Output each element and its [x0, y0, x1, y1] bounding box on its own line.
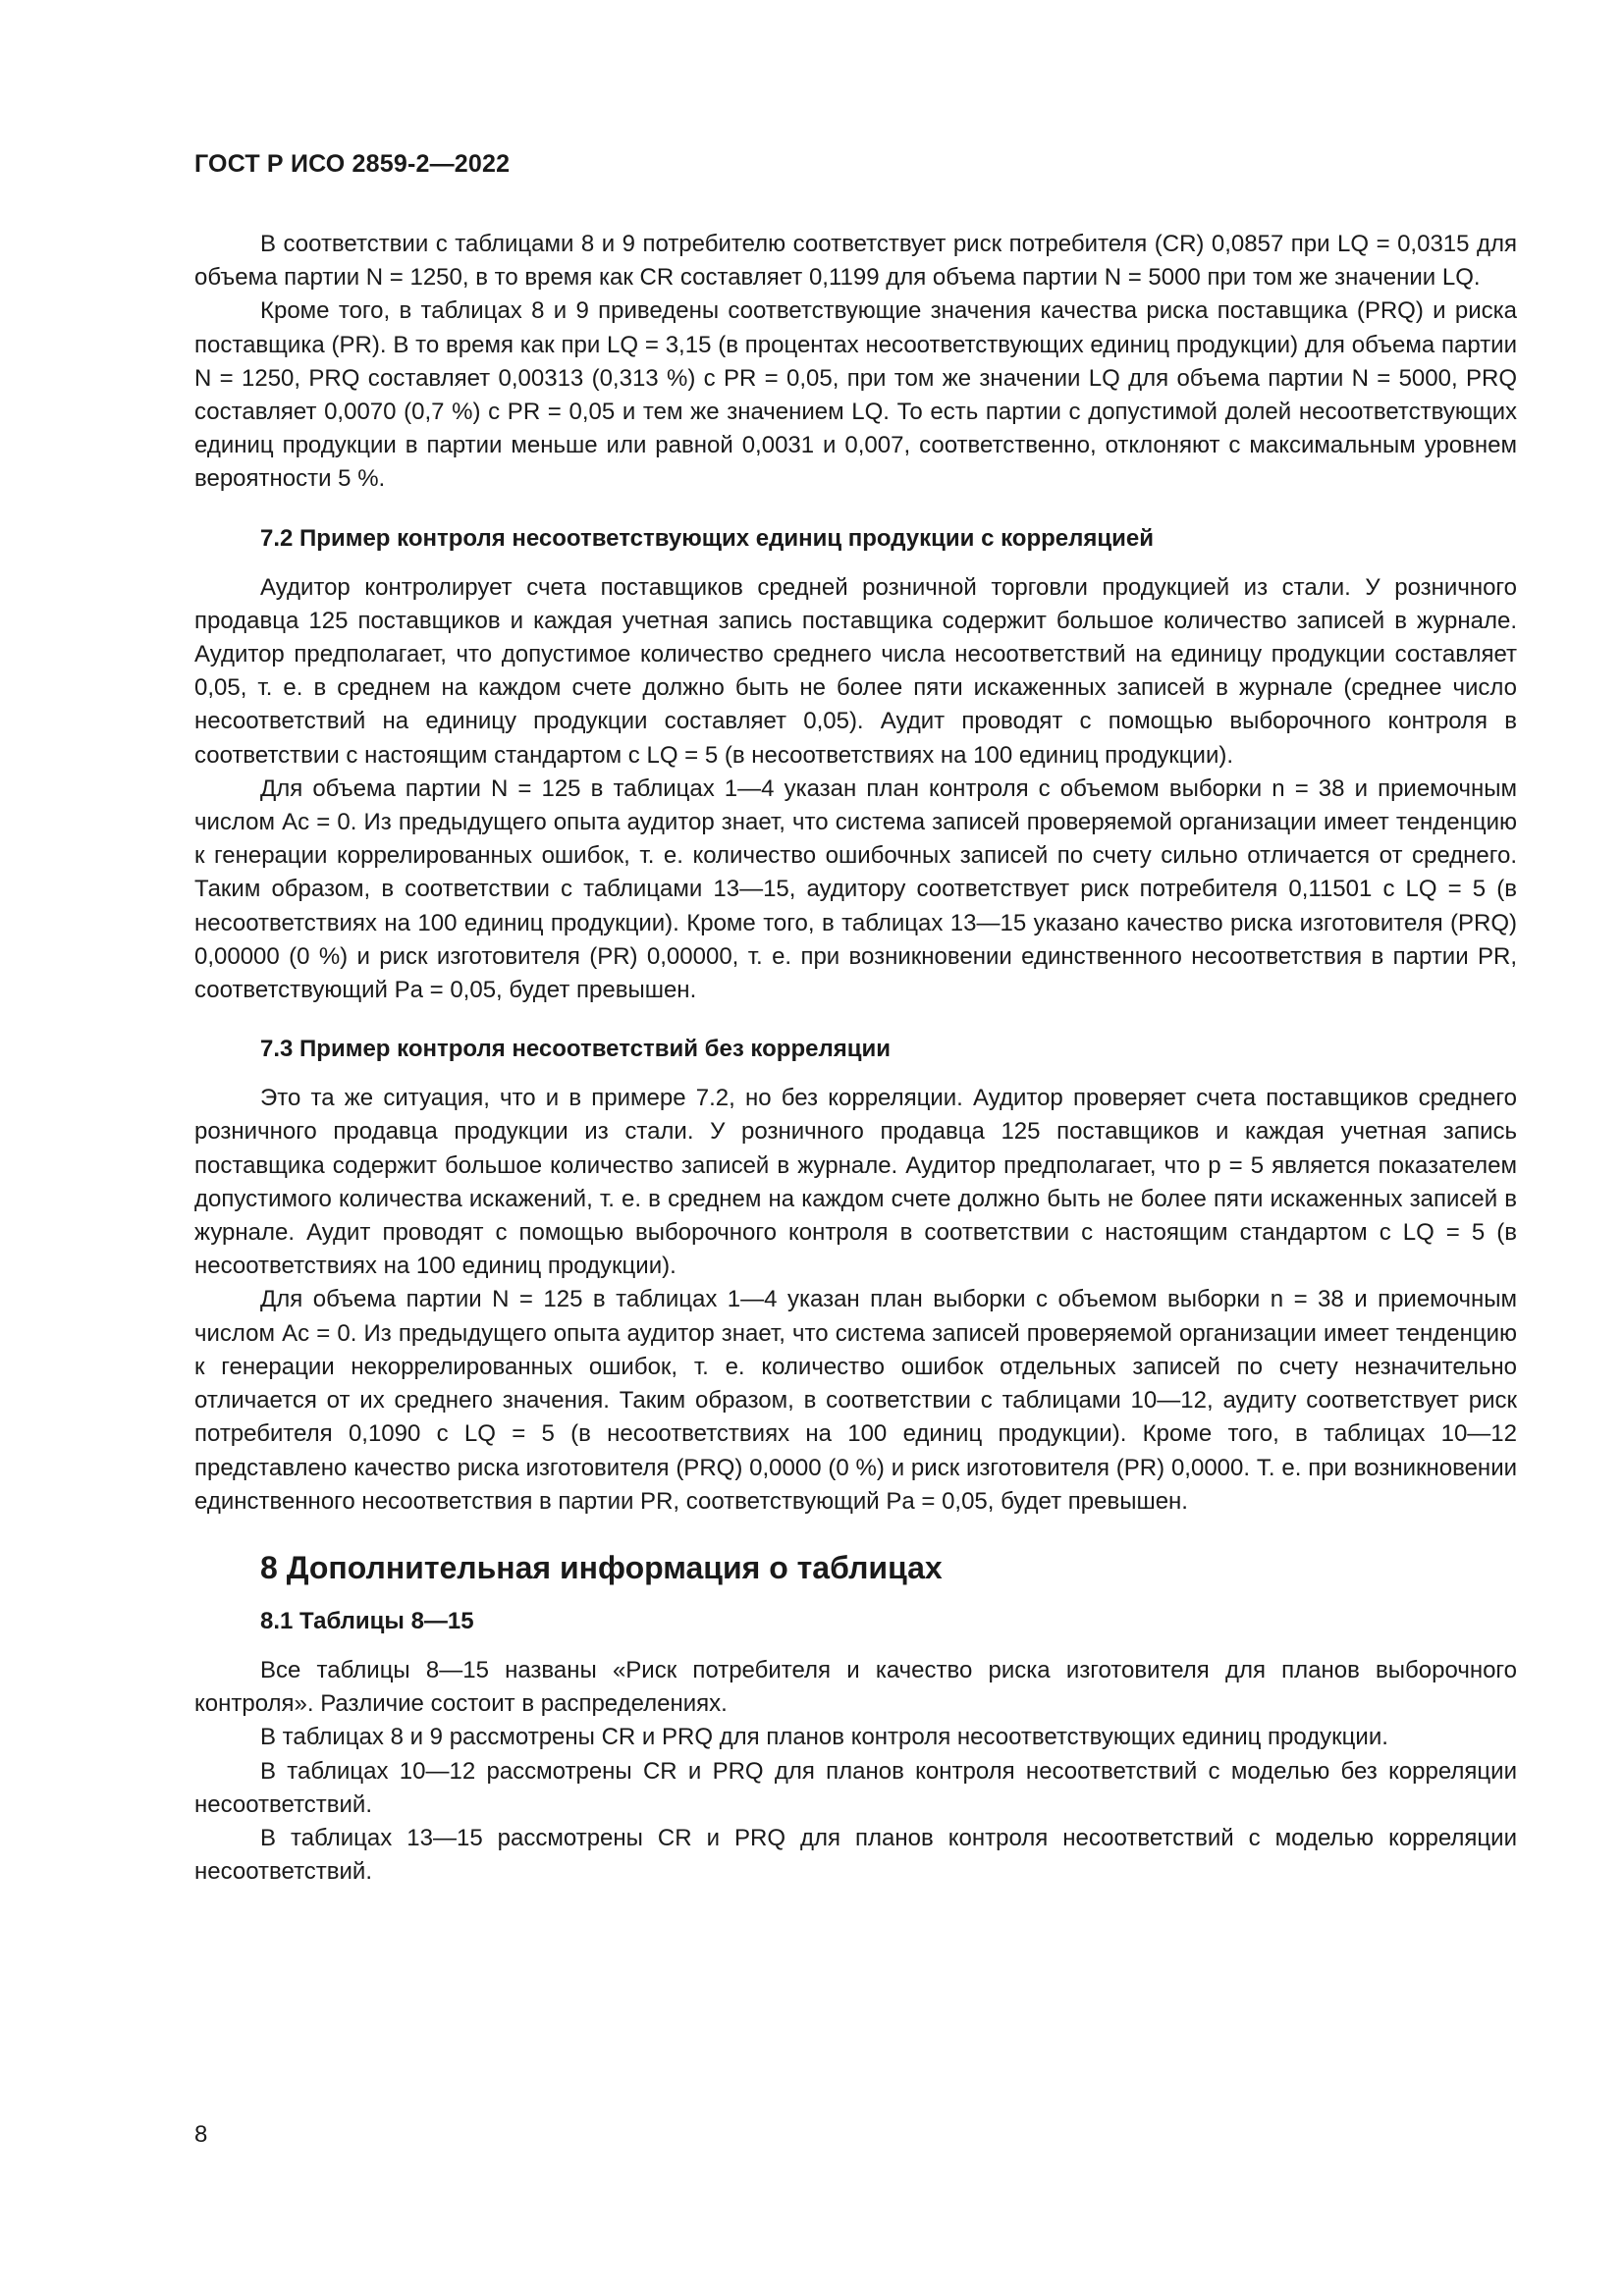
paragraph: Кроме того, в таблицах 8 и 9 приведены соответствующие значения качества риска поставщика (PRQ) и риска поставщика (PR). В то время как при LQ = 3,15 (в процентах несоответствующих единиц продукции) для объема партии N = 1250, PRQ составляет 0,00313 (0,313 %) с PR = 0,05, при том же значении LQ для объема партии N = 5000, PRQ составляет 0,0070 (0,7 %) с PR = 0,05 и тем же значением LQ. То есть партии с допустимой долей несоответствующих единиц продукции в партии меньше или равной 0,0031 и 0,007, соответственно, отклоняют с максимальным уровнем вероятности 5 %. — [194, 297, 1517, 493]
paragraph: Все таблицы 8—15 названы «Риск потребителя и качество риска изготовителя для планов выборочного контроля». Различие состоит в распределениях. — [194, 1656, 1517, 1718]
paragraph: В таблицах 10—12 рассмотрены CR и PRQ для планов контроля несоответствий с моделью без корреляции несоответствий. — [194, 1757, 1517, 1818]
paragraph: Для объема партии N = 125 в таблицах 1—4 указан план выборки с объемом выборки n = 38 и приемочным числом Ac = 0. Из предыдущего опыта аудитор знает, что система записей проверяемой организации имеет тенденцию к генерации некоррелированных ошибок, т. е. количество ошибок отдельных записей по счету незначительно отличается от их среднего значения. Таким образом, в соответствии с таблицами 10—12, аудиту соответствует риск потребителя 0,1090 с LQ = 5 (в несоответствиях на 100 единиц продукции). Кроме того, в таблицах 10—12 представлено качество риска изготовителя (PRQ) 0,0000 (0 %) и риск изготовителя (PR) 0,0000. Т. е. при возникновении единственного несоответствия в партии PR, соответствующий Pa = 0,05, будет превышен. — [194, 1286, 1517, 1515]
paragraph: В таблицах 8 и 9 рассмотрены CR и PRQ для планов контроля несоответствующих единиц продукции. — [260, 1724, 1388, 1751]
page-content — [194, 228, 1517, 1889]
paragraph: Аудитор контролирует счета поставщиков средней розничной торговли продукцией из стали. У розничного продавца 125 поставщиков и каждая учетная запись поставщика содержит большое количество записей в журнале. Аудитор предполагает, что допустимое количество среднего числа несоответствий на единицу продукции составляет 0,05, т. е. в среднем на каждом счете должно быть не более пяти искаженных записей в журнале (среднее число несоответствий на единицу продукции составляет 0,05). Аудит проводят с помощью выборочного контроля в соответствии с настоящим стандартом с LQ = 5 (в несоответствиях на 100 единиц продукции). — [194, 573, 1517, 769]
section-heading-8: 8 Дополнительная информация о таблицах — [260, 1549, 943, 1585]
paragraph: Для объема партии N = 125 в таблицах 1—4 указан план контроля с объемом выборки n = 38 и приемочным числом Ac = 0. Из предыдущего опыта аудитор знает, что система записей проверяемой организации имеет тенденцию к генерации коррелированных ошибок, т. е. количество ошибочных записей по счету сильно отличается от среднего. Таким образом, в соответствии с таблицами 13—15, аудитору соответствует риск потребителя 0,11501 с LQ = 5 (в несоответствиях на 100 единиц продукции). Кроме того, в таблицах 13—15 указано качество риска изготовителя (PRQ) 0,00000 (0 %) и риск изготовителя (PR) 0,00000, т. е. при возникновении единственного несоответствия в партии PR, соответствующий Pa = 0,05, будет превышен. — [194, 774, 1517, 1004]
paragraph: Это та же ситуация, что и в примере 7.2, но без корреляции. Аудитор проверяет счета поставщиков среднего розничного продавца продукции из стали. У розничного продавца 125 поставщиков и каждая учетная запись поставщика содержит большое количество записей в журнале. Аудитор предполагает, что p = 5 является показателем допустимого количества искажений, т. е. в среднем на каждом счете должно быть не более пяти искаженных записей в журнале. Аудит проводят с помощью выборочного контроля в соответствии с настоящим стандартом с LQ = 5 (в несоответствиях на 100 единиц продукции). — [194, 1085, 1517, 1280]
standard-header: ГОСТ Р ИСО 2859-2—2022 — [194, 150, 511, 178]
section-heading-7-2: 7.2 Пример контроля несоответствующих единиц продукции с корреляцией — [260, 524, 1154, 552]
section-heading-7-3: 7.3 Пример контроля несоответствий без корреляции — [260, 1036, 891, 1063]
paragraph: В соответствии с таблицами 8 и 9 потребителю соответствует риск потребителя (CR) 0,0857 при LQ = 0,0315 для объема партии N = 1250, в то время как CR составляет 0,1199 для объема партии N = 5000 при том же значении LQ. — [194, 231, 1517, 292]
paragraph: В таблицах 13—15 рассмотрены CR и PRQ для планов контроля несоответствий с моделью корреляции несоответствий. — [194, 1824, 1517, 1886]
page-number: 8 — [194, 2121, 208, 2148]
section-heading-8-1: 8.1 Таблицы 8—15 — [260, 1607, 474, 1634]
